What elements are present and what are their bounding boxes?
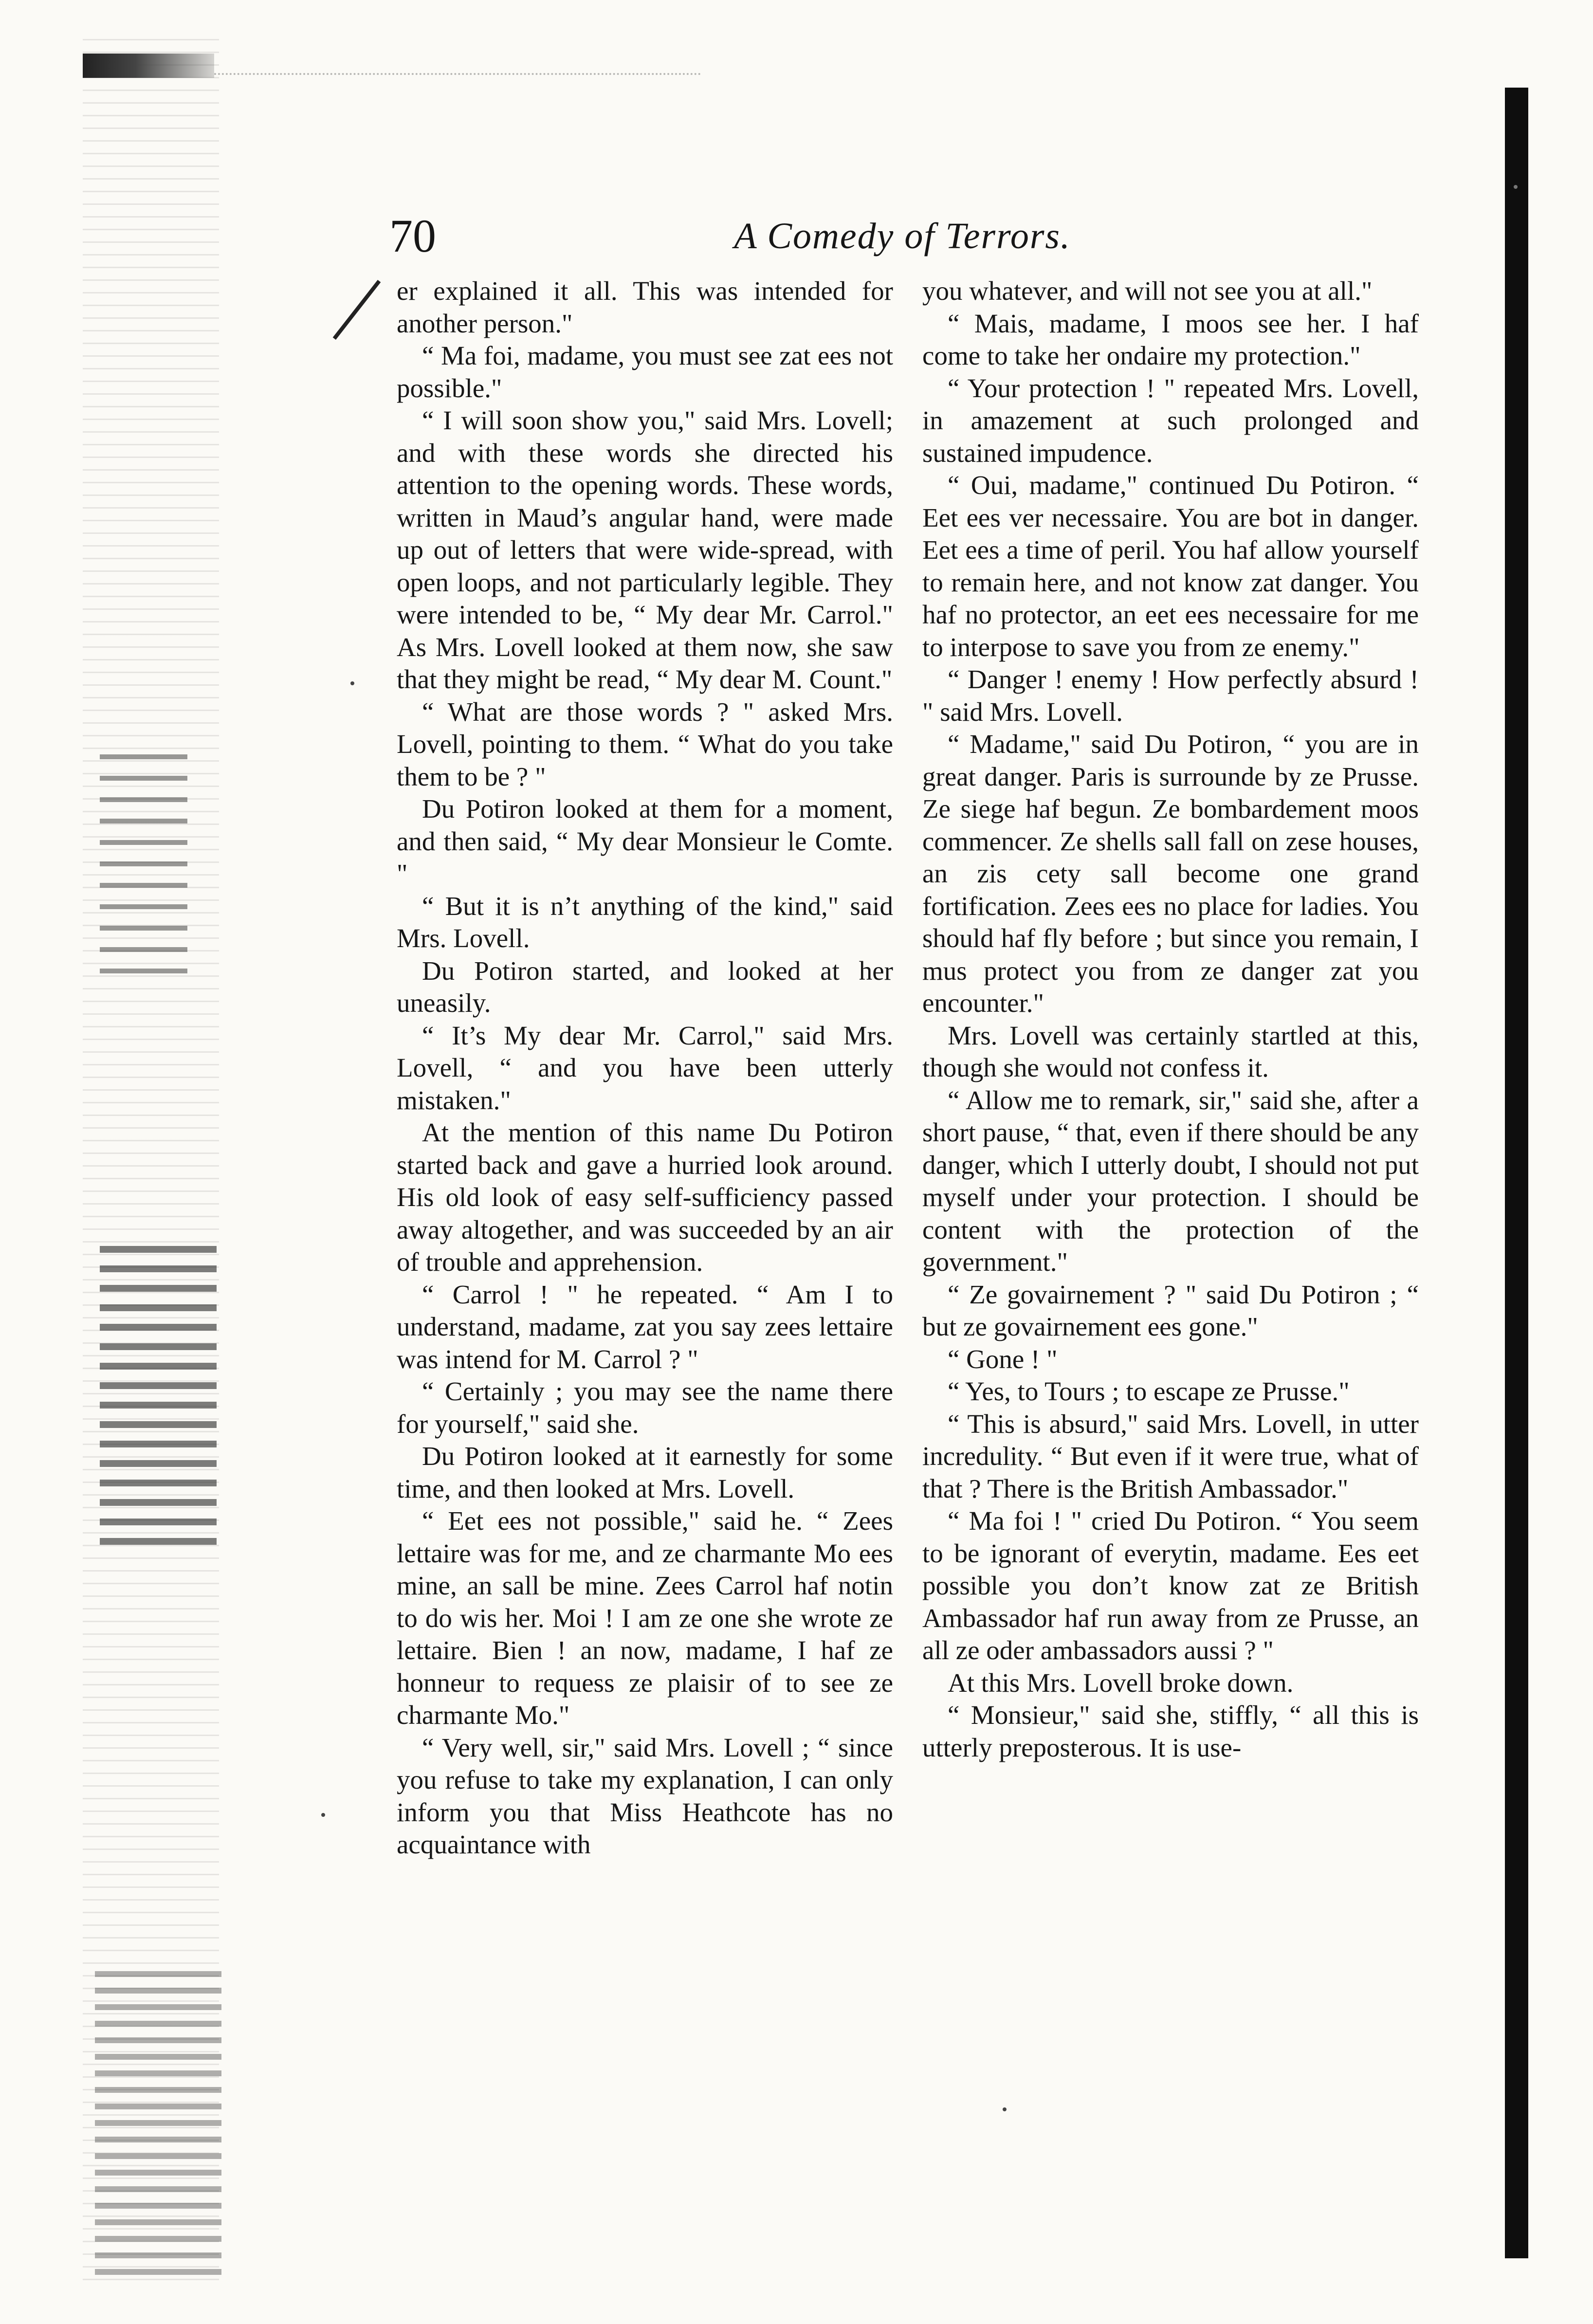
paragraph: “ Your protection ! " repeated Mrs. Lovell, in amazement at such prolonged and sustained impudence. [922, 373, 1419, 468]
paragraph: “ Ze govairnement ? " said Du Potiron ; “ but ze govairnement ees gone." [922, 1279, 1419, 1341]
paragraph: “ Eet ees not possible," said he. “ Zees lettaire was for me, and ze charmante Mo ees mine, an sall be mine. Zees Carrol haf notin to do wis her. Moi ! I am ze one she wrote ze lettaire. Bien ! an now, madame, I haf ze honneur to requess ze plaisir of to see ze charmante Mo." [397, 1506, 893, 1730]
paragraph: “ Danger ! enemy ! How perfectly absurd ! " said Mrs. Lovell. [922, 664, 1419, 727]
ink-speck [1003, 2107, 1007, 2111]
paragraph: you whatever, and will not see you at all." [922, 276, 1373, 306]
margin-pen-mark [333, 280, 381, 340]
paragraph: “ Carrol ! " he repeated. “ Am I to understand, madame, zat you say zees lettaire was intend for M. Carrol ? " [397, 1279, 893, 1374]
ink-speck [1514, 185, 1518, 189]
paragraph: “ Certainly ; you may see the name there for yourself," said she. [397, 1376, 893, 1439]
paragraph: “ This is absurd," said Mrs. Lovell, in utter incredulity. “ But even if it were true, what of that ? There is the British Ambassador." [922, 1409, 1419, 1503]
top-scan-artifact [214, 73, 701, 75]
ink-speck [321, 1813, 325, 1817]
binding-shadow [83, 39, 219, 2287]
paragraph: “ Madame," said Du Potiron, “ you are in great danger. Paris is surrounde by ze Prusse. Ze siege haf begun. Ze bombardement moos commencer. Ze shells sall fall on zese houses, an zis cety sall become one grand fortification. Zees ees no place for ladies. You should haf fly before ; but since you remain, I mus protect you from ze danger zat you encounter." [922, 729, 1419, 1018]
paragraph: “ Yes, to Tours ; to escape ze Prusse." [948, 1376, 1350, 1406]
paragraph: “ What are those words ? " asked Mrs. Lovell, pointing to them. “ What do you take them to be ? " [397, 696, 893, 791]
paragraph: At this Mrs. Lovell broke down. [948, 1667, 1294, 1698]
paragraph: er explained it all. This was intended for another person." [397, 276, 893, 338]
left-column [397, 275, 893, 1861]
page-edge-bar [1505, 88, 1528, 2258]
paragraph: Mrs. Lovell was certainly startled at this, though she would not confess it. [922, 1020, 1419, 1082]
right-column [922, 275, 1419, 1764]
paragraph: “ Monsieur," said she, stiffly, “ all this is utterly preposterous. It is use- [922, 1700, 1419, 1762]
paragraph: “ Gone ! " [948, 1344, 1058, 1374]
binding-top-mark [83, 54, 214, 78]
page-header [389, 209, 1071, 263]
paragraph: “ Oui, madame," continued Du Potiron. “ Eet ees ver necessaire. You are bot in danger. Eet ees a time of peril. You haf allow yourself to remain here, and not know zat danger. You haf no protector, an eet ees necessaire for me to interpose to save you from ze enemy." [922, 470, 1419, 662]
paragraph: “ Very well, sir," said Mrs. Lovell ; “ since you refuse to take my explanation, I can only inform you that Miss Heathcote has no acquaintance with [397, 1732, 893, 1859]
binding-print-through [100, 1246, 217, 1557]
ink-speck [350, 681, 354, 685]
running-title: A Comedy of Terrors. [734, 216, 1071, 256]
paragraph: “ It’s My dear Mr. Carrol," said Mrs. Lovell, “ and you have been utterly mistaken." [397, 1020, 893, 1115]
page-number: 70 [389, 210, 436, 262]
paragraph: Du Potiron looked at them for a moment, and then said, “ My dear Monsieur le Comte. " [397, 794, 893, 888]
paragraph: “ Allow me to remark, sir," said she, after a short pause, “ that, even if there should be any danger, which I utterly doubt, I should not put myself under your protection. I should be content with the protection of the government." [922, 1085, 1419, 1277]
paragraph: “ Ma foi, madame, you must see zat ees not possible." [397, 341, 893, 403]
paragraph: Du Potiron started, and looked at her uneasily. [397, 955, 893, 1018]
binding-print-through [95, 1971, 221, 2283]
paragraph: “ I will soon show you," said Mrs. Lovell; and with these words she directed his attention to the opening words. These words, written in Maud’s angular hand, were made up out of letters that were wide-spread, with open loops, and not particularly legible. They were intended to be, “ My dear Mr. Carrol." As Mrs. Lovell looked at them now, she saw that they might be read, “ My dear M. Count." [397, 405, 893, 694]
paragraph: “ But it is n’t anything of the kind," said Mrs. Lovell. [397, 891, 893, 953]
paragraph: Du Potiron looked at it earnestly for some time, and then looked at Mrs. Lovell. [397, 1441, 893, 1503]
binding-print-through [100, 754, 187, 983]
paragraph: “ Mais, madame, I moos see her. I haf come to take her ondaire my protection." [922, 308, 1419, 370]
paragraph: At the mention of this name Du Potiron started back and gave a hurried look around. His old look of easy self-sufficiency passed away altogether, and was succeeded by an air of trouble and apprehension. [397, 1117, 893, 1277]
paragraph: “ Ma foi ! " cried Du Potiron. “ You seem to be ignorant of everytin, madame. Ees eet possible you don’t know zat ze British Ambassador haf run away from ze Prusse, an all ze oder ambassadors aussi ? " [922, 1506, 1419, 1665]
